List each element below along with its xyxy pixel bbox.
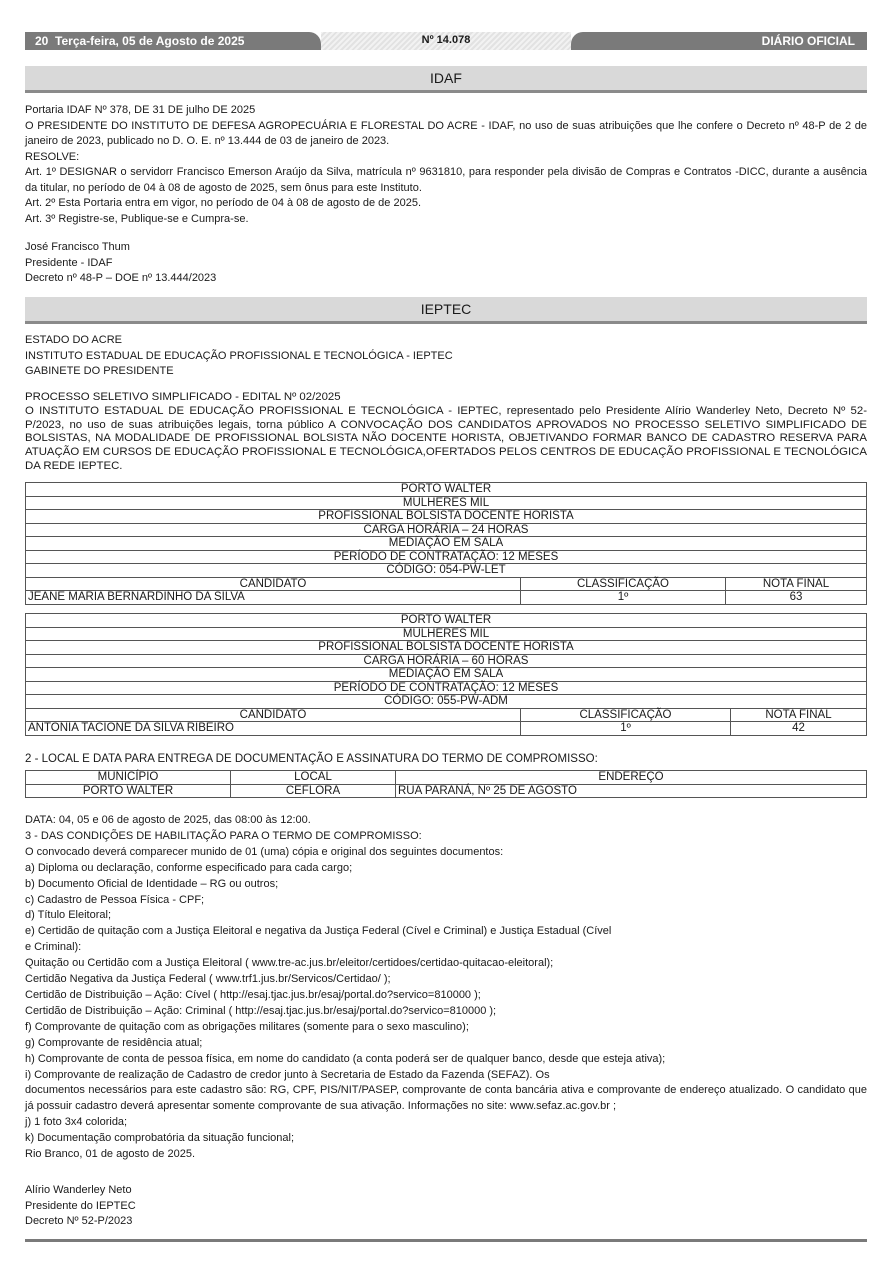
signature-role: Presidente - IDAF [25,256,113,269]
candidate-score: 63 [726,591,867,605]
idaf-line: Portaria IDAF Nº 378, DE 31 DE julho DE 2025 [25,104,256,116]
heading-line: ESTADO DO ACRE [25,334,122,346]
body-line: b) Documento Oficial de Identidade – RG ou outros; [25,877,279,890]
local-table [25,770,867,798]
header-date: Terça-feira, 05 de Agosto de 2025 [55,34,245,48]
signature-name: José Francisco Thum [25,241,130,253]
conditions-body [25,813,867,1163]
signature-decree: Decreto Nº 52-P/2023 [25,1215,133,1227]
table-row: MEDIAÇÃO EM SALA [26,668,867,682]
ieptec-signature [25,1183,867,1230]
ieptec-heading [25,333,867,380]
body-line: h) Comprovante de conta de pessoa física, em nome do candidato (a conta poderá ser de qualquer banco, desde que esteja ativa); [25,1052,666,1065]
signature-decree: Decreto nº 48-P – DOE nº 13.444/2023 [25,272,217,284]
idaf-line: Art. 2º Esta Portaria entra em vigor, no período de 04 à 08 de agosto de de 2025. [25,197,421,209]
column-header: CANDIDATO [26,577,521,591]
table-row: MULHERES MIL [26,627,867,641]
body-line: g) Comprovante de residência atual; [25,1036,203,1049]
table-row: CARGA HORÁRIA – 60 HORAS [26,654,867,668]
column-header: LOCAL [231,771,396,785]
section-title-idaf: IDAF [25,66,867,93]
body-line: i) Comprovante de realização de Cadastro de credor junto à Secretaria de Estado da Fazenda (SEFAZ). Os [25,1068,550,1081]
table-row: CARGA HORÁRIA – 24 HORAS [26,523,867,537]
candidate-name: JEANE MARIA BERNARDINHO DA SILVA [26,591,521,605]
ieptec-edital [25,391,867,474]
body-line: Certidão de Distribuição – Ação: Cível ( http://esaj.tjac.jus.br/esaj/portal.do?servico=810000 ); [25,988,481,1001]
column-header: MUNICÍPIO [26,771,231,785]
idaf-signature [25,240,867,287]
idaf-line: O PRESIDENTE DO INSTITUTO DE DEFESA AGROPECUÁRIA E FLORESTAL DO ACRE - IDAF, no uso de suas atribuições que lhe confere o Decreto nº 48-P de 2 de janeiro de 2023, publicado no D. O. E. nº 13.444 de 03 de janeiro de 2023. [25,119,867,147]
table-row: PERÍODO DE CONTRATAÇÃO: 12 MESES [26,550,867,564]
body-line: Rio Branco, 01 de agosto de 2025. [25,1148,196,1161]
edital-title: PROCESSO SELETIVO SIMPLIFICADO - EDITAL Nº 02/2025 [25,391,341,403]
signature-role: Presidente do IEPTEC [25,1199,136,1212]
table-row: PROFISSIONAL BOLSISTA DOCENTE HORISTA [26,641,867,655]
body-line: O convocado deverá comparecer munido de 01 (uma) cópia e original dos seguintes documentos: [25,845,504,858]
body-line: k) Documentação comprobatória da situação funcional; [25,1132,295,1145]
candidate-name: ANTONIA TACIONE DA SILVA RIBEIRO [26,722,521,736]
idaf-portaria [25,103,867,227]
issue-number: Nº 14.078 [321,32,571,50]
column-header: CLASSIFICAÇÃO [521,577,726,591]
endereco-cell: RUA PARANÁ, Nº 25 DE AGOSTO [396,784,867,798]
page-bottom-rule [25,1239,867,1242]
section-title-ieptec: IEPTEC [25,297,867,324]
idaf-line: Art. 3º Registre-se, Publique-se e Cumpra-se. [25,212,249,225]
table-row: MEDIAÇÃO EM SALA [26,537,867,551]
publication-name: DIÁRIO OFICIAL [571,32,867,50]
table-row: PERÍODO DE CONTRATAÇÃO: 12 MESES [26,681,867,695]
candidate-table-2 [25,613,867,736]
edital-intro: O INSTITUTO ESTADUAL DE EDUCAÇÃO PROFISSIONAL E TECNOLÓGICA - IEPTEC, representado pelo Presidente Alírio Wanderley Neto, Decreto Nº 52-P/2023, no uso de suas atribuições legais, torna público A CONVOCAÇÃO DOS CANDIDATOS APROVADOS NO PROCESSO SELETIVO SIMPLIFICADO DE BOLSISTAS, NA MODALIDADE DE PROFISSIONAL BOLSISTA NÃO DOCENTE HORISTA, OBJETIVANDO FORMAR BANCO DE CADASTRO RESERVA PARA ATUAÇÃO EM CURSOS DE EDUCAÇÃO PROFISSIONAL E TECNOLÓGICA,OFERTADOS PELOS CENTROS DE EDUCAÇÃO PROFISSIONAL E TECNOLÓGICA DA REDE IEPTEC. [25,404,867,472]
column-header: CANDIDATO [26,708,521,722]
page-header [25,32,867,50]
table-row: PROFISSIONAL BOLSISTA DOCENTE HORISTA [26,510,867,524]
body-line: e Criminal): [25,941,82,954]
candidate-score: 42 [731,722,867,736]
body-line: f) Comprovante de quitação com as obrigações militares (somente para o sexo masculino); [25,1020,469,1033]
column-header: ENDEREÇO [396,771,867,785]
body-line: Certidão de Distribuição – Ação: Criminal ( http://esaj.tjac.jus.br/esaj/portal.do?servico=810000 ); [25,1004,497,1017]
column-header: NOTA FINAL [731,708,867,722]
header-left [25,32,321,50]
candidate-table-1 [25,482,867,605]
municipio-cell: PORTO WALTER [26,784,231,798]
body-line: j) 1 foto 3x4 colorida; [25,1116,128,1129]
body-line: a) Diploma ou declaração, conforme especificado para cada cargo; [25,861,353,874]
table-row: PORTO WALTER [26,614,867,628]
body-line: DATA: 04, 05 e 06 de agosto de 2025, das 08:00 às 12:00. [25,814,311,826]
candidate-rank: 1º [521,591,726,605]
body-line: e) Certidão de quitação com a Justiça Eleitoral e negativa da Justiça Federal (Cível e Criminal) e Justiça Estadual (Cível [25,925,612,938]
table-row: MULHERES MIL [26,496,867,510]
table-row: PORTO WALTER [26,483,867,497]
body-line: d) Título Eleitoral; [25,909,112,922]
column-header: NOTA FINAL [726,577,867,591]
body-line: Quitação ou Certidão com a Justiça Eleitoral ( www.tre-ac.jus.br/eleitor/certidoes/certidao-quitacao-eleitoral); [25,957,554,970]
heading-line: INSTITUTO ESTADUAL DE EDUCAÇÃO PROFISSIONAL E TECNOLÓGICA - IEPTEC [25,349,453,362]
page-number: 20 [35,34,49,48]
candidate-rank: 1º [521,722,731,736]
body-line: Certidão Negativa da Justiça Federal ( www.trf1.jus.br/Servicos/Certidao/ ); [25,973,391,986]
column-header: CLASSIFICAÇÃO [521,708,731,722]
idaf-line: RESOLVE: [25,150,80,163]
signature-name: Alírio Wanderley Neto [25,1184,132,1196]
body-line: c) Cadastro de Pessoa Física - CPF; [25,893,205,906]
heading-line: GABINETE DO PRESIDENTE [25,365,174,377]
docs-paragraph: documentos necessários para este cadastro são: RG, CPF, PIS/NIT/PASEP, comprovante de conta bancária ativa e comprovante de endereço atualizado. O candidato que já possuir cadastro deverá apresentar somente comprovante de sua ativação. Informações no site: www.sefaz.ac.gov.br ; [25,1084,867,1113]
body-line: 3 - DAS CONDIÇÕES DE HABILITAÇÃO PARA O TERMO DE COMPROMISSO: [25,829,422,842]
table-row: CÓDIGO: 054-PW-LET [26,564,867,578]
table-row: CÓDIGO: 055-PW-ADM [26,695,867,709]
local-cell: CEFLORA [231,784,396,798]
idaf-line: Art. 1º DESIGNAR o servidorr Francisco Emerson Araújo da Silva, matrícula nº 9631810, para responder pela divisão de Compras e Contratos -DICC, durante a ausência da titular, no período de 04 à 08 de agosto de 2025, sem ônus para este Instituto. [25,166,867,194]
local-title: 2 - LOCAL E DATA PARA ENTREGA DE DOCUMENTAÇÃO E ASSINATURA DO TERMO DE COMPROMISSO: [25,753,598,765]
